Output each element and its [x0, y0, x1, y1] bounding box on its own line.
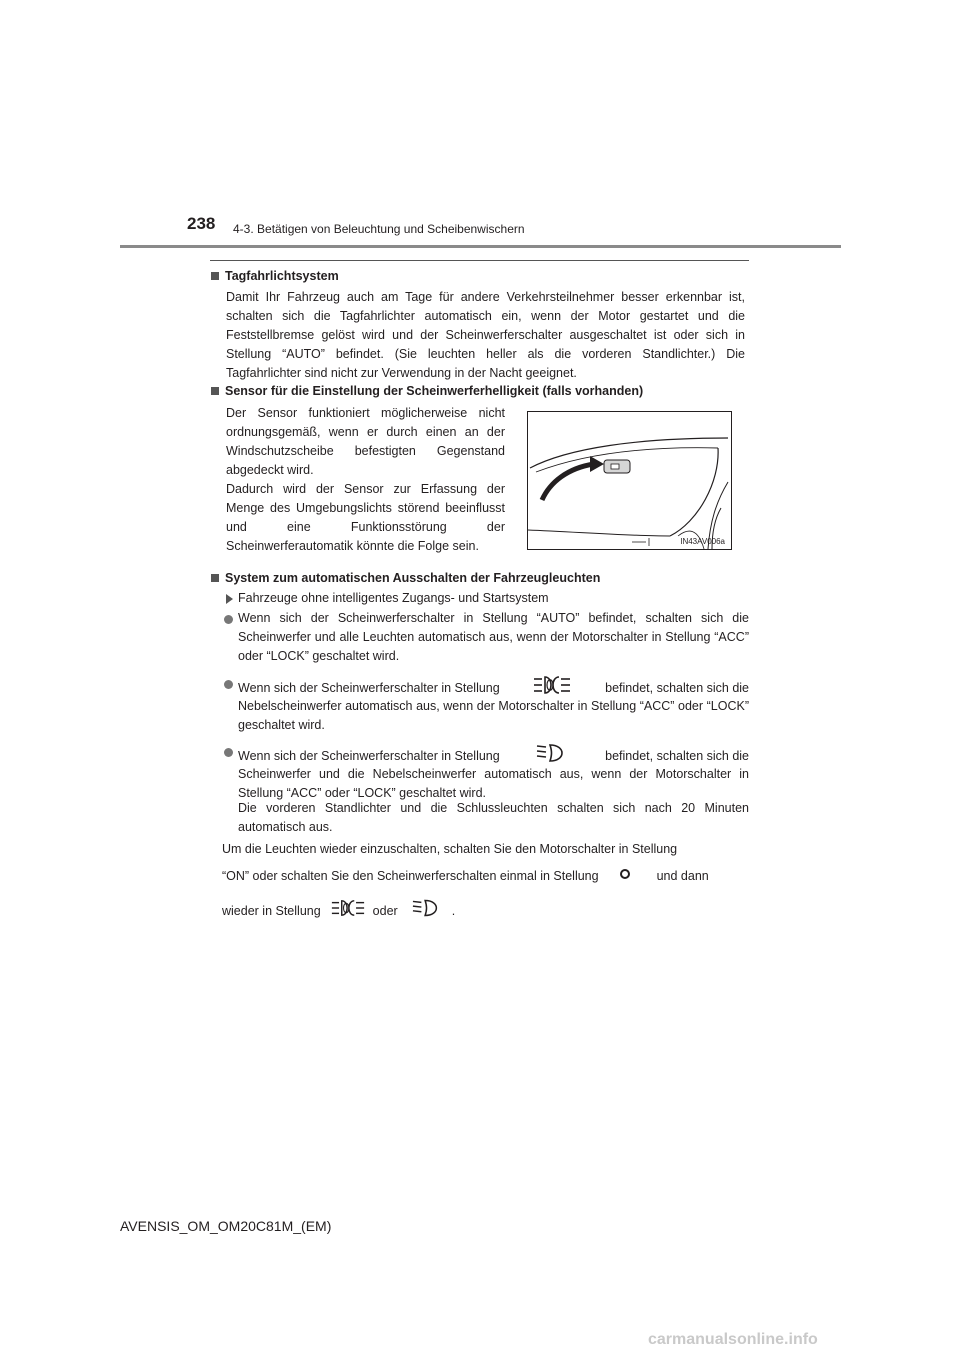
watermark: carmanualsonline.info — [648, 1331, 818, 1348]
windshield-illustration — [528, 412, 731, 549]
square-bullet-icon — [211, 272, 219, 280]
reactivate-line2-pre: “ON” oder schalten Sie den Scheinwerferschalten einmal in Stellung — [222, 869, 599, 883]
bullet-fog-text-post: befindet, schalten sich die — [605, 680, 749, 695]
figure-code: IN43AV006a — [680, 537, 725, 546]
heading-tagfahrlicht — [211, 269, 339, 283]
heading-text: Sensor für die Einstellung der Scheinwerferhelligkeit (falls vorhanden) — [225, 384, 644, 398]
heading-text: System zum automatischen Ausschalten der Fahrzeugleuchten — [225, 571, 601, 585]
bullet-headlight-text-post: befindet, schalten sich die — [605, 748, 749, 763]
windshield-sensor-figure — [527, 411, 732, 550]
bullet-fog-rest: Nebelscheinwerfer automatisch aus, wenn der Motorschalter in Stellung “ACC” oder “LOCK” geschaltet wird. — [238, 699, 749, 732]
header-rule — [120, 245, 841, 248]
section-title: 4-3. Betätigen von Beleuchtung und Scheibenwischern — [233, 222, 525, 236]
body-tagfahrlicht: Damit Ihr Fahrzeug auch am Tage für andere Verkehrsteilnehmer besser erkennbar ist, schalten sich die Tagfahrlichter automatisch ein, wenn der Motor gestartet und die Feststellbremse gelöst wird und der Scheinwerferschalter ausgeschaltet ist oder sich in Stellung “AUTO” befindet. (Sie leuchten heller als die vorderen Standlichter.) Die Tagfahrlichter sind nicht zur Verwendung in der Nacht geeignet. — [226, 290, 745, 380]
content-rule — [210, 260, 749, 261]
heading-auto-off — [211, 571, 600, 585]
vehicle-condition: Fahrzeuge ohne intelligentes Zugangs- und Startsystem — [238, 591, 549, 605]
circle-bullet-icon — [224, 615, 233, 624]
bullet-headlight-rest: Scheinwerfer und die Nebelscheinwerfer automatisch aus, wenn der Motorschalter in Stellung “ACC” oder “LOCK” geschaltet wird. — [238, 767, 749, 800]
bullet-fog-text-pre: Wenn sich der Scheinwerferschalter in Stellung — [238, 680, 500, 695]
headlight-fog-icon — [331, 898, 365, 924]
sensor-para-2: Dadurch wird der Sensor zur Erfassung der Menge des Umgebungslichts störend beeinflusst und eine Funktionsstörung der Scheinwerferautomatik könnte die Folge sein. — [226, 482, 505, 553]
sensor-para-1: Der Sensor funktioniert möglicherweise nicht ordnungsgemäß, wenn er durch einen an der Windschutzscheibe befestigten Gegenstand abgedeckt wird. — [226, 406, 505, 477]
reactivate-line3 — [222, 898, 455, 924]
circle-bullet-icon — [224, 680, 233, 689]
reactivate-line3-pre: wieder in Stellung — [222, 903, 321, 918]
reactivate-line3-mid: oder — [372, 903, 398, 918]
reactivate-line3-post: . — [451, 903, 456, 918]
off-position-icon — [619, 867, 631, 886]
heading-text: Tagfahrlichtsystem — [225, 269, 339, 283]
document-code: AVENSIS_OM_OM20C81M_(EM) — [120, 1218, 332, 1234]
square-bullet-icon — [211, 387, 219, 395]
bullet-headlight-extra: Die vorderen Standlichter und die Schlussleuchten schalten sich nach 20 Minuten automatisch aus. — [238, 801, 749, 834]
reactivate-line2-post: und dann — [656, 869, 709, 883]
reactivate-line1: Um die Leuchten wieder einzuschalten, schalten Sie den Motorschalter in Stellung — [222, 842, 678, 856]
reactivate-line2 — [222, 867, 749, 886]
bullet-auto: Wenn sich der Scheinwerferschalter in Stellung “AUTO” befindet, schalten sich die Scheinwerfer und alle Leuchten automatisch aus, wenn der Motorschalter in Stellung “ACC” oder “LOCK” geschaltet wird. — [238, 611, 749, 663]
square-bullet-icon — [211, 574, 219, 582]
triangle-bullet-icon — [226, 594, 233, 604]
headlight-icon — [412, 898, 442, 924]
bullet-headlight-text-pre: Wenn sich der Scheinwerferschalter in Stellung — [238, 748, 500, 763]
page-number: 238 — [187, 214, 216, 233]
circle-bullet-icon — [224, 748, 233, 757]
heading-sensor — [211, 384, 643, 398]
